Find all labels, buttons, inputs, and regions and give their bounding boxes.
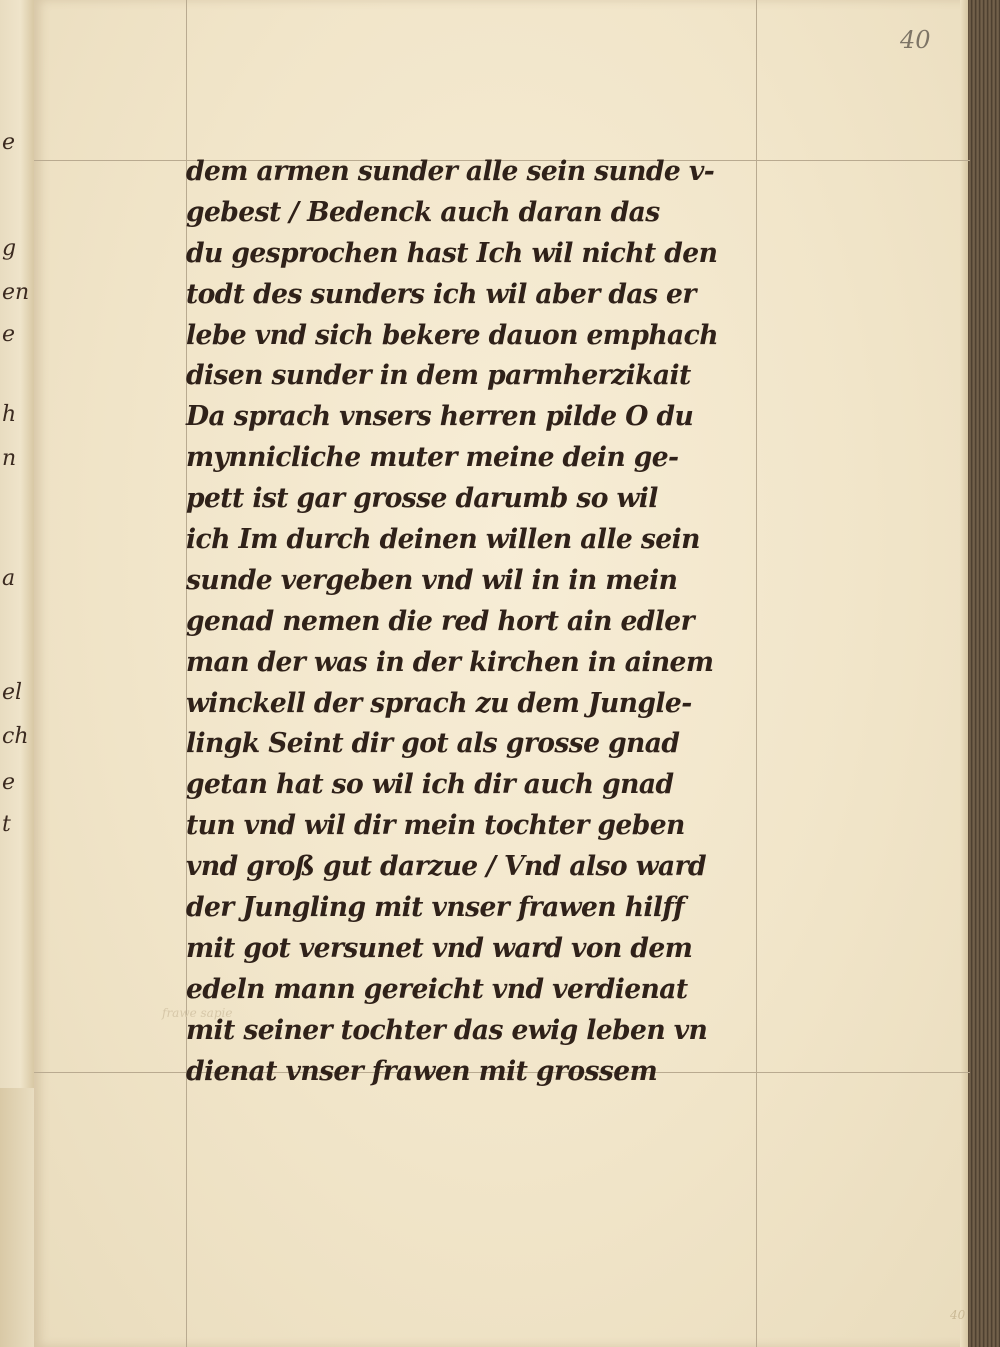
- script-line: mit seiner tochter das ewig leben vn: [186, 1014, 708, 1046]
- left-leaf-edge: [0, 0, 35, 1088]
- script-line: winckell der sprach zu dem Jungle-: [186, 687, 692, 719]
- left-fragment: g: [2, 236, 17, 261]
- script-line: sunde vergeben vnd wil in in mein: [186, 564, 678, 596]
- script-line: dem armen sunder alle sein sunde v-: [186, 156, 715, 187]
- script-line: lingk Seint dir got als grosse gnad: [186, 728, 680, 760]
- binding-edge: [968, 0, 1000, 1347]
- left-fragment: en: [2, 280, 30, 305]
- left-fragment: e: [2, 130, 16, 155]
- left-fragment: ch: [2, 724, 29, 749]
- left-fragment: h: [2, 402, 17, 427]
- script-line: mynnicliche muter meine dein ge-: [186, 442, 679, 474]
- script-line: getan hat so wil ich dir auch gnad: [186, 769, 674, 801]
- folio-number: 40: [900, 26, 931, 54]
- script-line: todt des sunders ich wil aber das er: [186, 278, 696, 310]
- left-fragment: n: [2, 446, 17, 471]
- script-line: man der was in der kirchen in ainem: [186, 646, 714, 678]
- faint-marginal-note: frawe sapie: [162, 1006, 233, 1020]
- script-line: dienat vnser frawen mit grossem: [186, 1055, 658, 1087]
- script-line: disen sunder in dem parmherzikait: [186, 360, 691, 392]
- script-line: du gesprochen hast Ich wil nicht den: [186, 237, 718, 269]
- script-line: Da sprach vnsers herren pilde O du: [186, 401, 694, 433]
- left-fragment: e: [2, 770, 16, 795]
- script-line: gebest / Bedenck auch daran das: [186, 196, 660, 228]
- script-text-block: [186, 152, 796, 1092]
- script-line: edeln mann gereicht vnd verdienat: [186, 973, 688, 1005]
- script-line: pett ist gar grosse darumb so wil: [186, 483, 658, 515]
- folio-number-bottom: 40: [950, 1308, 966, 1322]
- left-fragment: e: [2, 322, 16, 347]
- script-line: mit got versunet vnd ward von dem: [186, 932, 693, 964]
- script-line: genad nemen die red hort ain edler: [186, 605, 695, 637]
- left-fragment: a: [2, 566, 16, 591]
- script-line: vnd groß gut darzue / Vnd also ward: [186, 851, 707, 883]
- script-line: ich Im durch deinen willen alle sein: [186, 524, 700, 556]
- left-fragment: el: [2, 680, 23, 705]
- script-line: lebe vnd sich bekere dauon emphach: [186, 319, 718, 351]
- script-line: tun vnd wil dir mein tochter geben: [186, 810, 685, 842]
- left-fragment: t: [2, 812, 11, 837]
- script-line: der Jungling mit vnser frawen hilff: [186, 892, 685, 924]
